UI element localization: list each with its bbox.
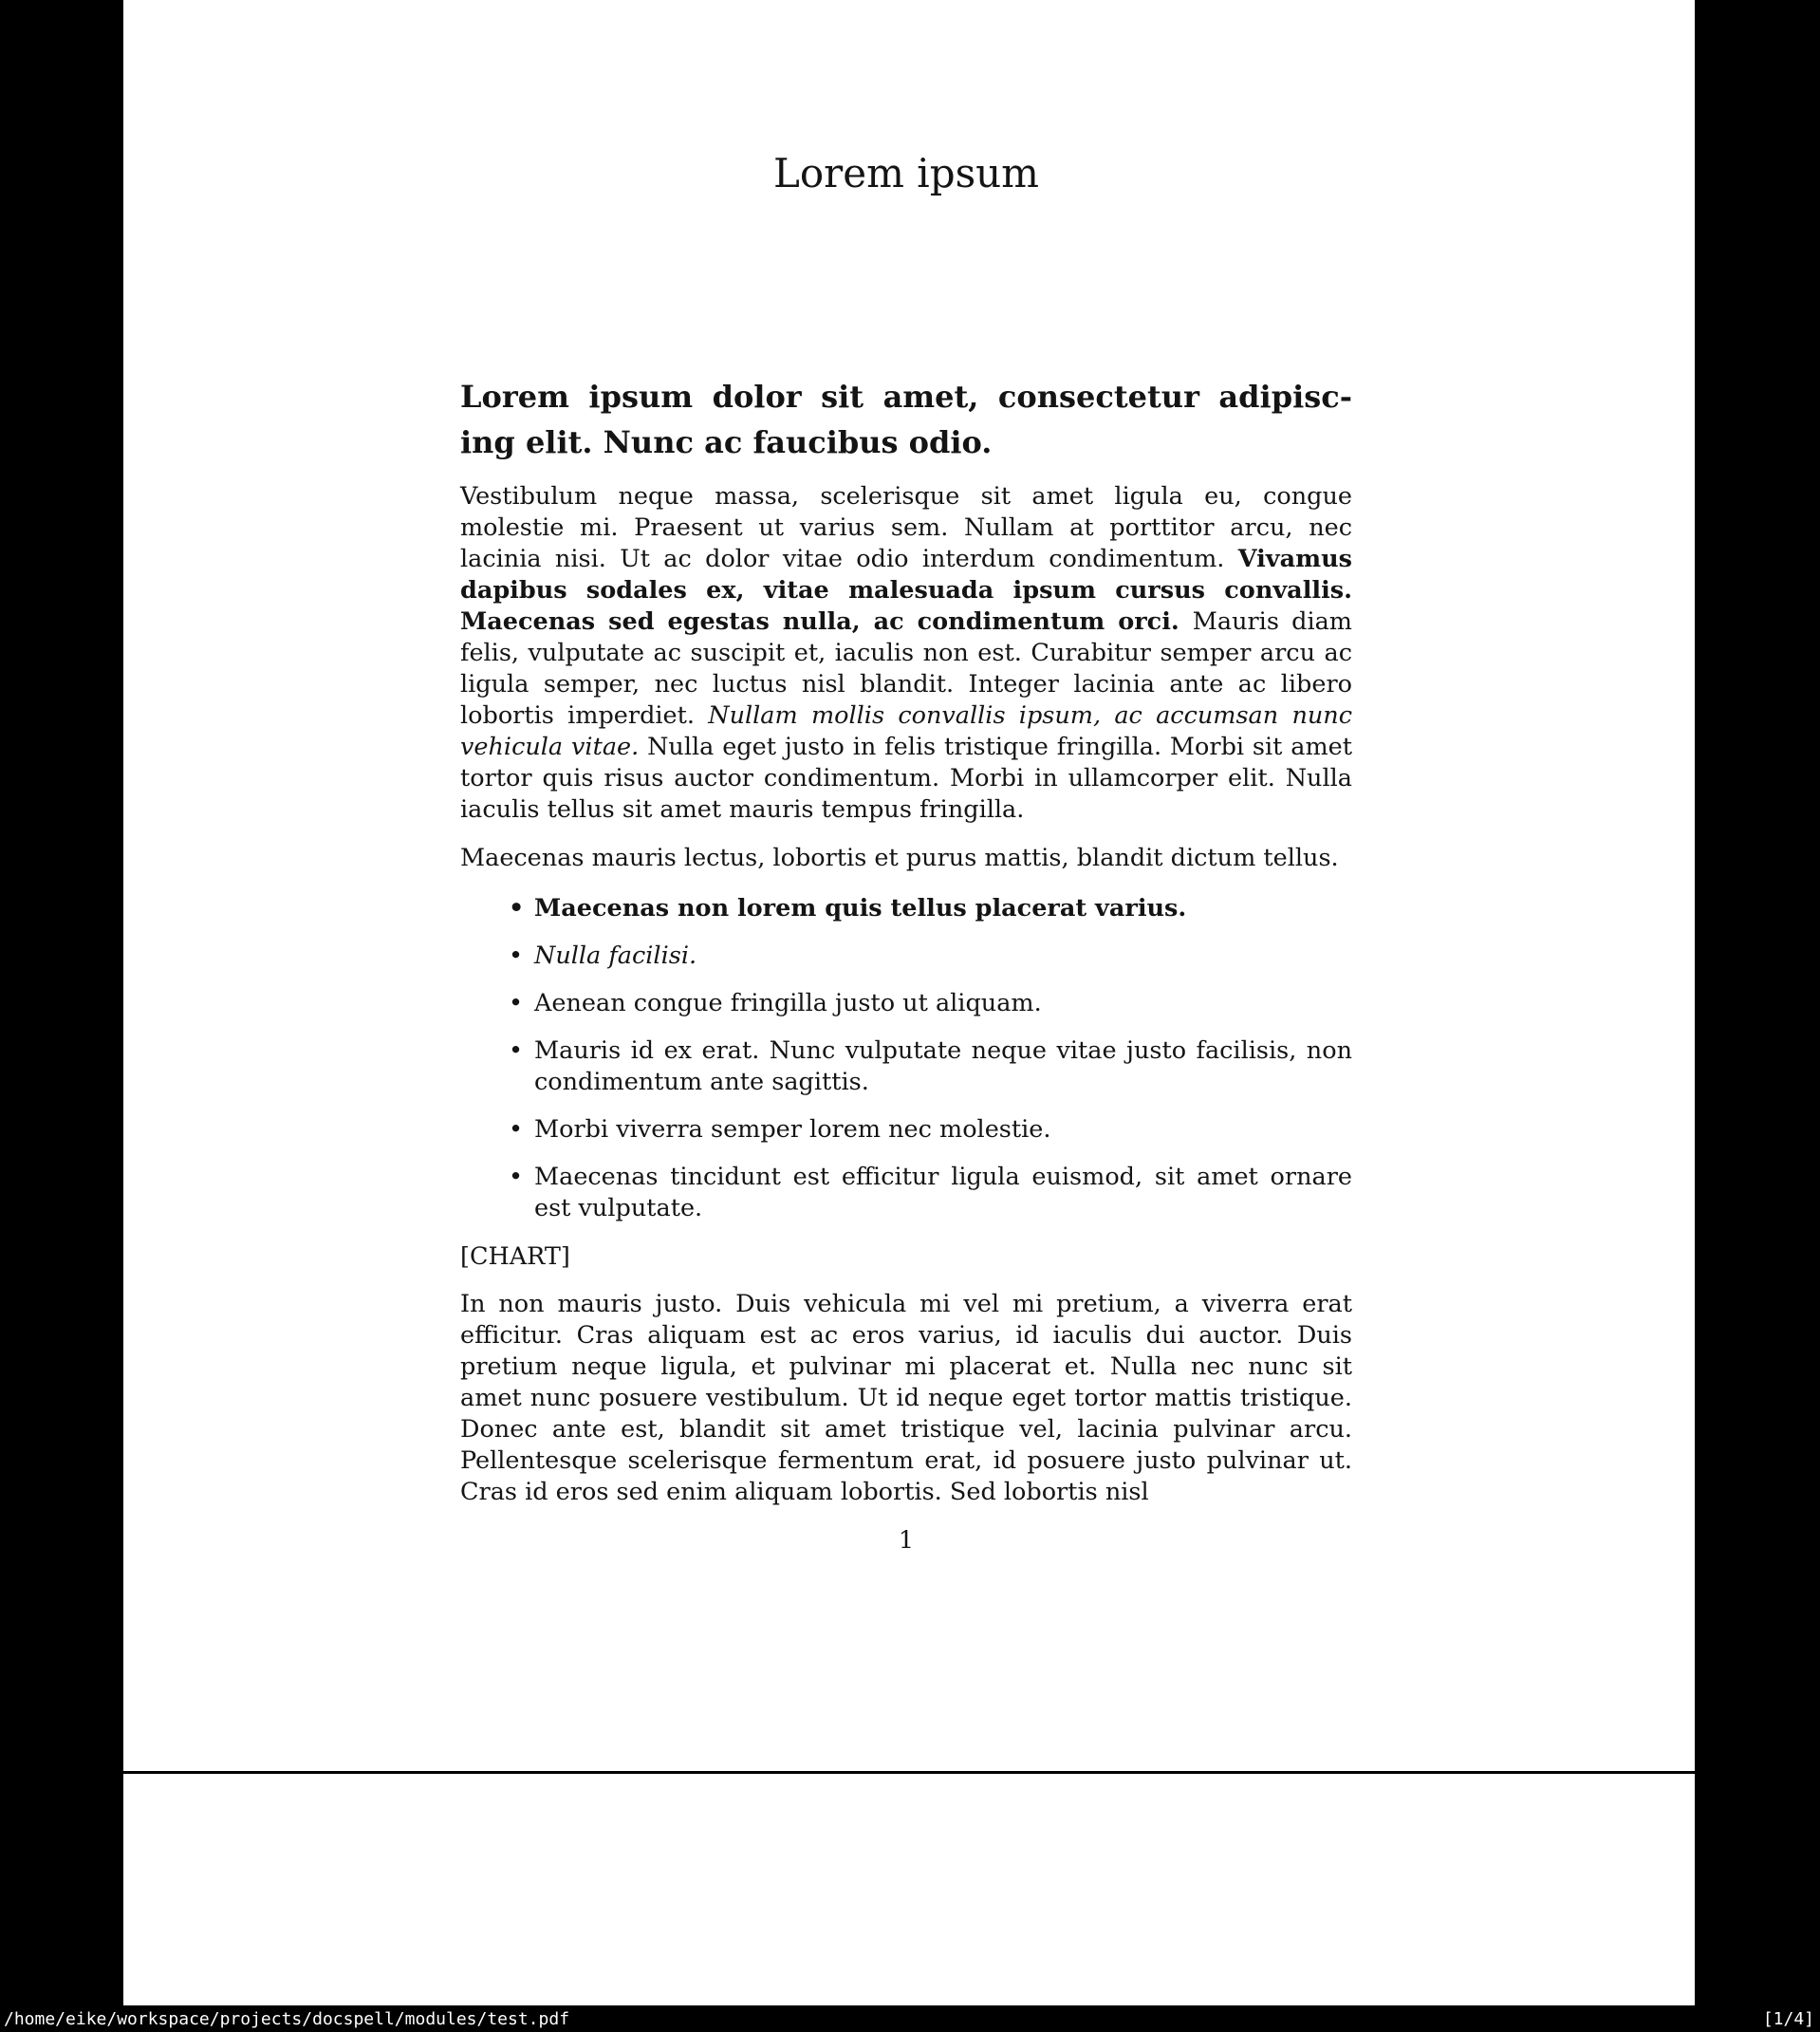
bullet-list <box>460 893 1352 1224</box>
list-item: • Mauris id ex erat. Nunc vulputate neque vitae justo facilisis, non condimentum ante sagittis. <box>534 1035 1352 1098</box>
list-item: • Maecenas tincidunt est efficitur ligula euismod, sit amet ornare est vulputate. <box>534 1162 1352 1224</box>
pdf-page-1[interactable] <box>123 0 1695 1771</box>
list-item: • Maecenas non lorem quis tellus placerat varius. <box>534 893 1352 924</box>
list-item: • Morbi viverra semper lorem nec molestie. <box>534 1114 1352 1146</box>
paragraph-1: Vestibulum neque massa, scelerisque sit amet ligula eu, congue molestie mi. Praesent ut varius sem. Nullam at porttitor arcu, nec lacinia nisi. Ut ac dolor vitae odio interdum condimentum. Vivamus dapibus sodales ex, vitae malesuada ipsum cursus convallis. Maecenas sed egestas nulla, ac condimentum orci. Mauris diam felis, vulputate ac suscipit et, iaculis non est. Curabitur semper arcu ac ligula semper, nec luctus nisl blandit. Integer lacinia ante ac libero lobortis imperdiet. Nullam mollis convallis ipsum, ac accumsan nunc vehicula vitae. Nulla eget justo in felis tristique fringilla. Morbi sit amet tortor quis risus auctor condimentum. Morbi in ullamcorper elit. Nulla iaculis tellus sit amet mauris tempus fringilla. <box>460 482 1352 825</box>
statusbar-file-path: /home/eike/workspace/projects/docspell/modules/test.pdf <box>4 2008 570 2029</box>
statusbar <box>0 2005 1820 2032</box>
pdf-page-2[interactable] <box>123 1774 1695 2005</box>
list-item: • Nulla facilisi. <box>534 941 1352 972</box>
paragraph-2: Maecenas mauris lectus, lobortis et purus mattis, blandit dictum tellus. <box>460 844 1339 873</box>
section-heading-line-1: Lorem ipsum dolor sit amet, consectetur adipisc- <box>460 379 1352 416</box>
page-number: 1 <box>898 1526 915 1555</box>
document-title: Lorem ipsum <box>772 150 1040 196</box>
section-heading <box>460 374 1352 465</box>
paragraph-3: In non mauris justo. Duis vehicula mi vel mi pretium, a viverra erat efficitur. Cras aliquam est ac eros varius, id iaculis dui auctor. Duis pretium neque ligula, et pulvinar mi placerat et. Nulla nec nunc sit amet nunc posuere vestibulum. Ut id neque eget tortor mattis tristique. Donec ante est, blandit sit amet tristique vel, lacinia pulvinar arcu. Pellentesque scelerisque fermentum erat, id posuere justo pulvinar ut. Cras id eros sed enim aliquam lobortis. Sed lobortis nisl <box>460 1290 1352 1507</box>
list-item: • Aenean congue fringilla justo ut aliquam. <box>534 988 1352 1019</box>
section-heading-line-2: ing elit. Nunc ac faucibus odio. <box>460 424 993 461</box>
chart-placeholder-text: [CHART] <box>460 1242 570 1272</box>
page-text-column <box>460 0 1352 1508</box>
statusbar-page-indicator: [1/4] <box>1762 2008 1814 2029</box>
